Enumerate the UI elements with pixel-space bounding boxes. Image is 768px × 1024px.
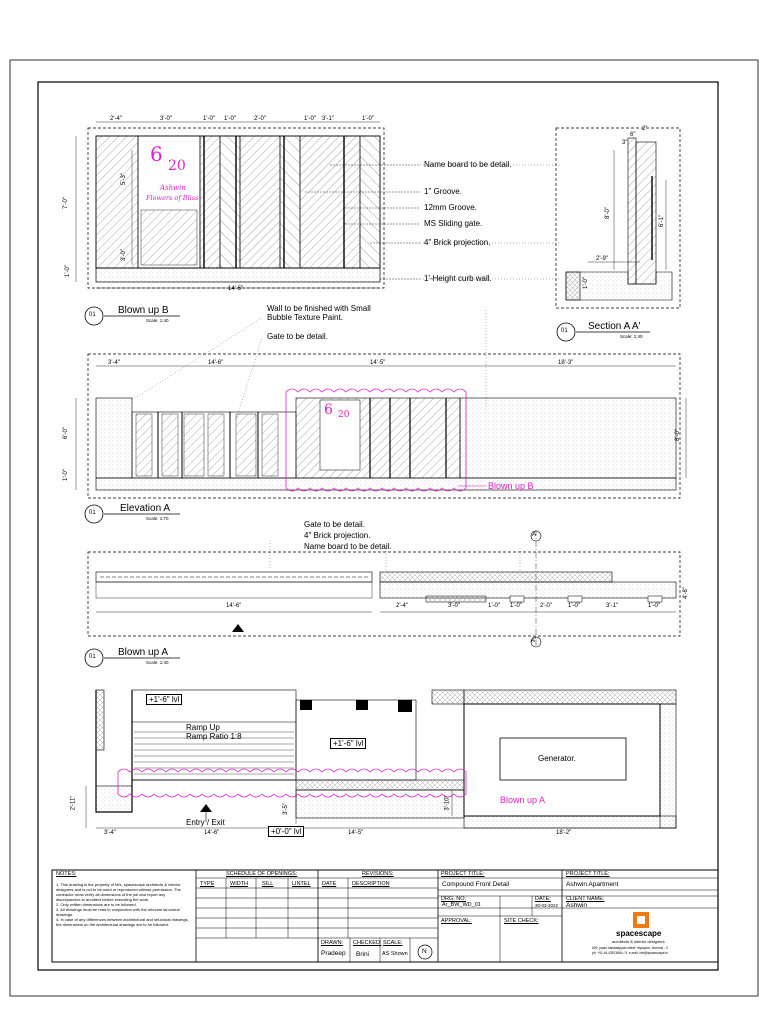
sec-dim-3: 3" (622, 140, 628, 146)
generator-label: Generator. (538, 754, 576, 763)
spacescape-logo-icon (633, 912, 649, 928)
blownup-a-dim-8: 3'-1" (606, 603, 618, 609)
schedule-header: SCHEDULE OF OPENINGS: (226, 871, 298, 877)
schedule-col-lintel: LINTEL (292, 881, 311, 887)
sec-dim-6: 2'-9" (596, 256, 608, 262)
level-tag-1: +1'-6" lvl (146, 694, 182, 705)
dim-b-1: 2'-4" (110, 116, 122, 122)
sec-dim-5: 6'-1" (658, 215, 665, 227)
elev-dim-3: 14'-5" (370, 360, 386, 366)
plan-dim-2: 14'-6" (204, 830, 220, 836)
sec-dim-4: 8'-0" (604, 207, 611, 219)
scale-value: AS Shown (382, 951, 408, 957)
section-number: 01 (561, 328, 568, 334)
dim-b-bottom: 14'-5" (228, 286, 244, 292)
blownup-a-dim-1: 14'-6" (226, 603, 242, 609)
note-item-3: 3. All drawings must be read in conjunction with the relevant structural drawings. (56, 907, 180, 917)
elevation-scale: Scale: 1:70 (146, 516, 169, 521)
plan-dim-4: 18'-2" (556, 830, 572, 836)
scale-label: SCALE: (383, 940, 403, 946)
note-item-2: 2. Only written dimensions are to be followed. (56, 902, 137, 907)
firm-contact: ph: +91-44-43574664 / 5, e-mail: info@spacescape.in (592, 951, 668, 955)
dim-b-side-1: 7'-0" (62, 197, 69, 209)
revision-col-description: DESCRIPTION (352, 881, 390, 887)
nameboard-script-2: Flowers of Bliss (146, 194, 199, 202)
grid-a-top: A (532, 532, 537, 538)
blownup-b-drawing (76, 122, 560, 325)
note-a-name-board: Name board to be detail. (304, 542, 392, 551)
plan-dim-side-3: 3'-10" (444, 795, 451, 811)
note-brick-projection: 4" Brick projection. (424, 238, 491, 247)
blownup-b-title: Blown up B (118, 305, 169, 316)
checked-label: CHECKED: (353, 940, 382, 946)
schedule-col-type: TYPE (200, 881, 215, 887)
drg-value: Ar_BW_WD_01 (442, 902, 481, 908)
client-value: Ashwin (566, 902, 587, 909)
dim-b-4: 1'-0" (224, 116, 236, 122)
plan-dim-1: 3'-4" (104, 830, 116, 836)
project-title2-label: PROJECT TITLE: (566, 871, 610, 877)
sec-dim-2: 6" (630, 132, 636, 138)
dim-b-7: 3'-1" (322, 116, 334, 122)
dim-b-2: 3'-0" (160, 116, 172, 122)
blownup-a-title: Blown up A (118, 647, 169, 658)
dim-b-side-3: 3'-0" (120, 249, 127, 261)
elev-dim-side-3: 8'-0" (674, 429, 681, 441)
sec-dim-7: 1'-0" (582, 277, 589, 289)
elevation-number: 01 (89, 510, 96, 516)
firm-subtitle: architects & interior designers (612, 939, 665, 944)
notes-block (56, 882, 190, 927)
entry-exit-label: Entry / Exit (186, 818, 225, 827)
section-title: Section A A' (588, 321, 641, 332)
schedule-col-sill: SILL (262, 881, 274, 887)
revision-col-date: DATE (322, 881, 337, 887)
blownup-a-number: 01 (89, 654, 96, 660)
section-scale: Scale: 1:40 (620, 334, 643, 339)
elev-nameboard-number: 6 (324, 402, 333, 418)
project-title-value: Compound Front Detail (442, 881, 510, 888)
ramp-up-label: Ramp Up (186, 723, 220, 732)
site-check-label: SITE CHECK: (504, 918, 539, 924)
client-label: CLIENT NAME: (566, 896, 605, 902)
blownup-a-dim-2: 2'-4" (396, 603, 408, 609)
note-a-gate-detail: Gate to be detail. (304, 520, 365, 529)
note-name-board: Name board to be detail. (424, 160, 512, 169)
blownup-a-dim-6: 2'-0" (540, 603, 552, 609)
drawn-value: Pradeep (321, 950, 346, 957)
note-curb-wall: 1'-Height curb wall. (424, 274, 492, 283)
project-title-label: PROJECT TITLE: (441, 871, 485, 877)
nameboard-number-2: 20 (168, 158, 186, 174)
blownup-b-scale: Scale: 1:40 (146, 318, 169, 323)
nameboard-script-1: Ashwin (160, 184, 186, 192)
note-wall-finish-2: Bubble Texture Paint. (267, 313, 343, 322)
drawn-label: DRAWN: (321, 940, 344, 946)
date-label: DATE: (535, 896, 551, 902)
note-groove-1: 1" Groove. (424, 187, 462, 196)
plan-dim-side-1: 2'-11" (70, 795, 77, 811)
north-arrow-icon: N (422, 948, 427, 955)
plan-cloud-label: Blown up A (500, 795, 546, 805)
level-tag-2: +1'-6" lvl (330, 738, 366, 749)
dim-b-8: 1'-0" (362, 116, 374, 122)
elevation-title: Elevation A (120, 503, 171, 514)
notes-header: NOTES: (56, 871, 77, 877)
section-aa-drawing (556, 128, 680, 341)
note-gate-detail: Gate to be detail. (267, 332, 328, 341)
grid-a-bottom: A' (531, 638, 537, 644)
elev-cloud-label: Blown up B (488, 481, 534, 491)
elev-dim-2: 14'-6" (208, 360, 224, 366)
blownup-a-dim-9: 1'-0" (648, 603, 660, 609)
note-wall-finish-1: Wall to be finished with Small (267, 304, 371, 313)
dim-b-side-4: 1'-0" (64, 265, 71, 277)
dim-b-6: 1'-0" (304, 116, 316, 122)
note-item-1: 1. This drawing is the property of M/s. spacescape architects & interior designers and is not to be used or reproduced without permission. The contractor must verify all dimensions of the job and report any discrepancies to architect before executing the work. (56, 882, 181, 902)
note-groove-12mm: 12mm Groove. (424, 203, 477, 212)
approval-label: APPROVAL: (441, 918, 472, 924)
dim-b-5: 2'-0" (254, 116, 266, 122)
blownup-a-dim-5: 1'-0" (510, 603, 522, 609)
note-item-4: 4. In case of any differences between architectural and structural drawings, the dimensions on the architectural drawings are to be followed. (56, 917, 189, 927)
firm-name: spacescape (616, 929, 662, 938)
dim-b-3: 1'-0" (203, 116, 215, 122)
level-tag-3: +0'-0" lvl (268, 826, 304, 837)
blownup-a-dim-7: 1'-0" (568, 603, 580, 609)
plan-dim-side-2: 3'-5" (282, 803, 289, 815)
elev-dim-side-2: 1'-0" (62, 469, 69, 481)
note-sliding-gate: MS Sliding gate. (424, 219, 483, 228)
elevation-a-drawing (76, 310, 686, 523)
elev-dim-4: 18'-3" (558, 360, 574, 366)
elev-dim-side-1: 6'-0" (62, 427, 69, 439)
drg-label: DRG. NO: (441, 896, 467, 902)
schedule-col-width: WIDTH (230, 881, 249, 887)
ramp-ratio-label: Ramp Ratio 1:8 (186, 732, 242, 741)
nameboard-number: 6 (150, 142, 163, 166)
sec-dim-1: 2" (642, 126, 648, 132)
date-value: 30-03-2022 (535, 903, 559, 908)
blownup-a-dim-3: 3'-0" (448, 603, 460, 609)
firm-address: #29, pudur kandaiappan street, mylapore, chennai - 4 (592, 946, 668, 950)
dim-b-side-2: 5'-3" (120, 173, 127, 185)
elev-nameboard-number-2: 20 (338, 410, 350, 420)
plan-dim-3: 14'-5" (348, 830, 364, 836)
blownup-a-dim-4: 1'-0" (488, 603, 500, 609)
blownup-a-scale: Scale: 1:40 (146, 660, 169, 665)
elev-dim-1: 3'-4" (108, 360, 120, 366)
site-plan-drawing (86, 690, 676, 828)
revisions-header: REVISIONS: (362, 871, 394, 877)
blownup-a-dim-10: 4'-8" (682, 587, 689, 599)
note-a-brick-projection: 4" Brick projection. (304, 531, 371, 540)
project-title2-value: Ashwin Apartment (566, 881, 619, 888)
blownup-b-number: 01 (89, 312, 96, 318)
checked-value: Brini (356, 951, 370, 958)
